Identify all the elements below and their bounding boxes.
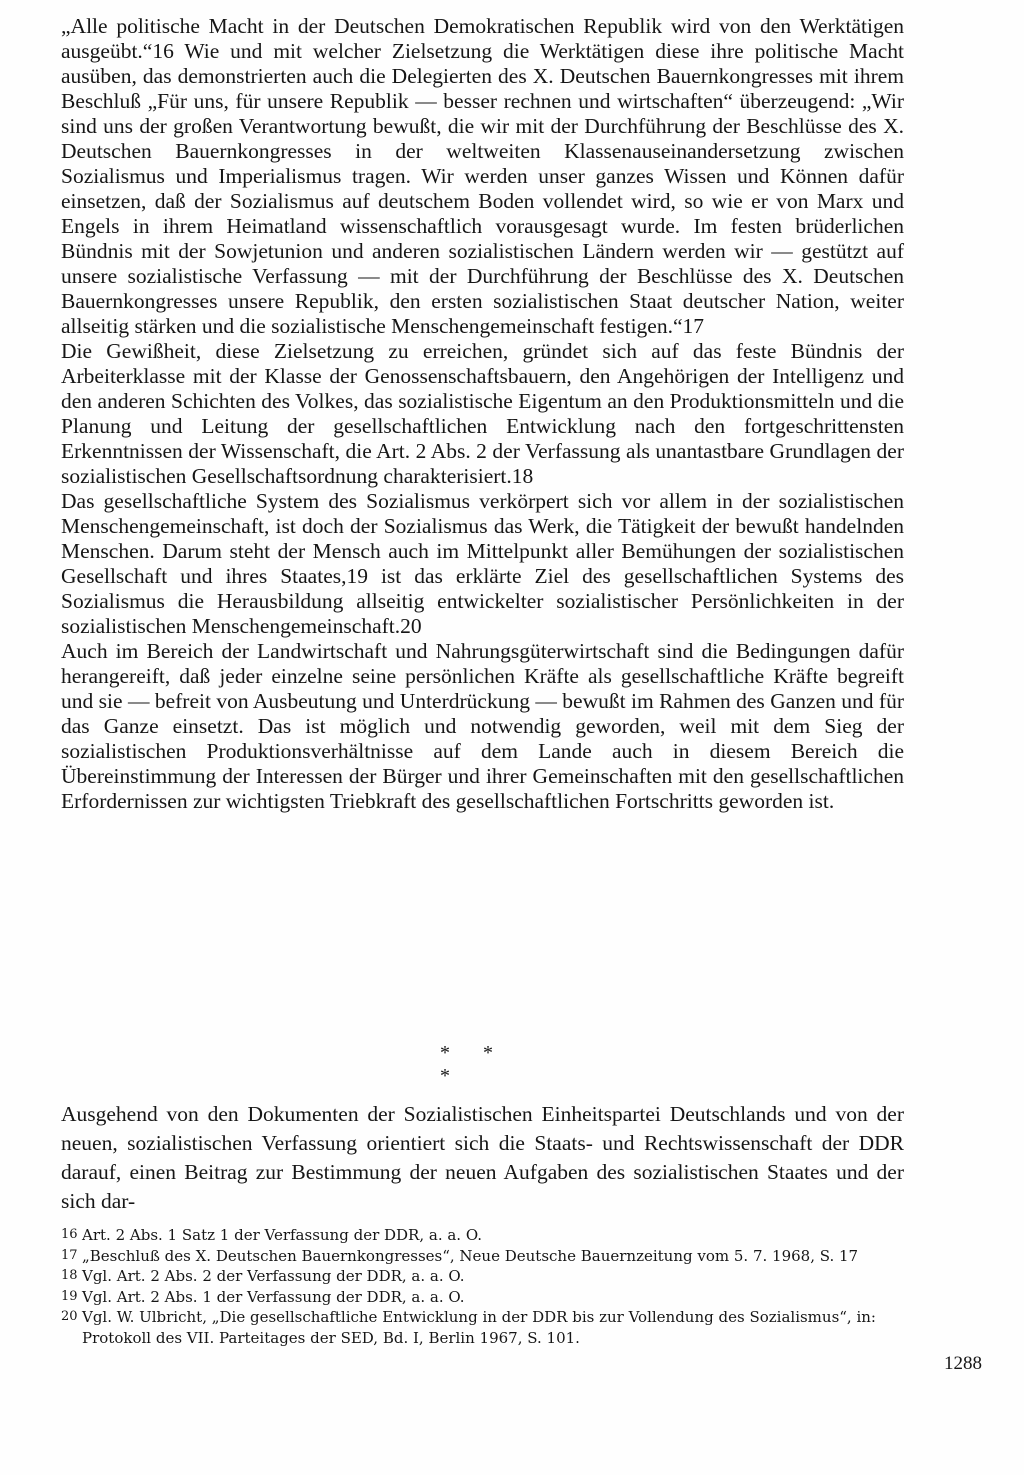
paragraph-2: Die Gewißheit, diese Zielsetzung zu erreichen, gründet sich auf das feste Bündnis der Arbeiterklasse mit der Klasse der Genossenschaftsbauern, den Angehörigen der Intelligenz und den anderen Schichten des Volkes, das sozialistische Eigentum an den Produktionsmitteln und die Planung und Leitung der gesellschaftlichen Entwicklung nach den fortgeschrittensten Erkenntnissen der Wissenschaft, die Art. 2 Abs. 2 der Verfassung als unantastbare Grundlagen der sozialistischen Gesellschaftsordnung charakterisiert.18 bbox=[61, 339, 904, 488]
page-number: 1288 bbox=[944, 1353, 982, 1374]
footnote-text: Vgl. Art. 2 Abs. 1 der Verfassung der DDR, a. a. O. bbox=[82, 1287, 465, 1306]
footnote-text: Vgl. Art. 2 Abs. 2 der Verfassung der DDR, a. a. O. bbox=[82, 1267, 465, 1285]
footnote-number: 19 bbox=[61, 1288, 78, 1304]
footnote bbox=[61, 1287, 909, 1308]
footnote bbox=[61, 1307, 909, 1348]
footnote bbox=[61, 1246, 909, 1267]
footnote bbox=[61, 1266, 909, 1287]
footnote-number: 18 bbox=[61, 1268, 78, 1283]
footnote-text: „Beschluß des X. Deutschen Bauernkongresses“, Neue Deutsche Bauernzeitung vom 5. 7. 1968, S. 17 bbox=[82, 1246, 859, 1265]
footnotes bbox=[61, 1225, 909, 1348]
paragraph-4: Auch im Bereich der Landwirtschaft und Nahrungsgüterwirtschaft sind die Bedingungen dafür herangereift, daß jeder einzelne seine persönlichen Kräfte als gesellschaftliche Kräfte begreift und sie — befreit von Ausbeutung und Unterdrückung — bewußt im Rahmen des Ganzen und für das Ganze einsetzt. Das ist möglich und notwendig geworden, weil mit dem Sieg der sozialistischen Produktionsverhältnisse auf dem Lande auch in diesem Bereich die Übereinstimmung der Interessen der Bürger und ihrer Gemeinschaften mit den gesellschaftlichen Erfordernissen zur wichtigsten Triebkraft des gesellschaftlichen Fortschritts geworden ist. bbox=[61, 639, 904, 813]
main-text bbox=[61, 14, 904, 814]
footnote-text: Art. 2 Abs. 1 Satz 1 der Verfassung der DDR, a. a. O. bbox=[82, 1226, 483, 1244]
closing-paragraph: Ausgehend von den Dokumenten der Sozialistischen Einheitspartei Deutschlands und von der neuen, sozialistischen Verfassung orientiert sich die Staats- und Rechtswissenschaft der DDR darauf, einen Beitrag zur Bestimmung der neuen Aufgaben des sozialistischen Staates und der sich dar- bbox=[61, 1101, 904, 1213]
footnote bbox=[61, 1225, 909, 1246]
paragraph-3: Das gesellschaftliche System des Sozialismus verkörpert sich vor allem in der sozialistischen Menschengemeinschaft, ist doch der Sozialismus das Werk, die Tätigkeit der bewußt handelnden Menschen. Darum steht der Mensch auch im Mittelpunkt aller Bemühungen der sozialistischen Gesellschaft und ihres Staates,19 ist das erklärte Ziel des gesellschaftlichen Systems des Sozialismus die Herausbildung allseitig entwickelter sozialistischer Persönlichkeiten in der sozialistischen Menschengemeinschaft.20 bbox=[61, 489, 904, 638]
paragraph-1: „Alle politische Macht in der Deutschen Demokratischen Republik wird von den Werktätigen ausgeübt.“16 Wie und mit welcher Zielsetzung die Werktätigen diese ihre politische Macht ausüben, das demonstrierten auch die Delegierten des X. Deutschen Bauernkongresses mit ihrem Beschluß „Für uns, für unsere Republik — besser rechnen und wirtschaften“ überzeugend: „Wir sind uns der großen Verantwortung bewußt, die wir mit der Durchführung der Beschlüsse des X. Deutschen Bauernkongresses in der weltweiten Klassenauseinandersetzung zwischen Sozialismus und Imperialismus tragen. Wir werden unser ganzes Wissen und Können dafür einsetzen, daß der Sozialismus auf deutschem Boden vollendet wird, so wie er von Marx und Engels in ihrem Heimatland wissenschaftlich vorausgesagt wurde. Im festen brüderlichen Bündnis mit der Sowjetunion und anderen sozialistischen Ländern werden wir — gestützt auf unsere sozialistische Verfassung — mit der Durchführung der Beschlüsse des X. Deutschen Bauernkongresses unsere Republik, den ersten sozialistischen Staat deutscher Nation, weiter allseitig stärken und die sozialistische Menschengemeinschaft festigen.“17 bbox=[61, 14, 904, 338]
footnote-text: Vgl. W. Ulbricht, „Die gesellschaftliche Entwicklung in der DDR bis zur Vollendung des Sozialismus“, in: Protokoll des VII. Parteitages der SED, Bd. I, Berlin 1967, S. 101. bbox=[82, 1308, 876, 1347]
footnote-number: 16 bbox=[61, 1227, 78, 1242]
footnote-number: 20 bbox=[61, 1309, 78, 1324]
section-separator: * * * bbox=[440, 1042, 507, 1087]
footnote-number: 17 bbox=[61, 1247, 78, 1263]
